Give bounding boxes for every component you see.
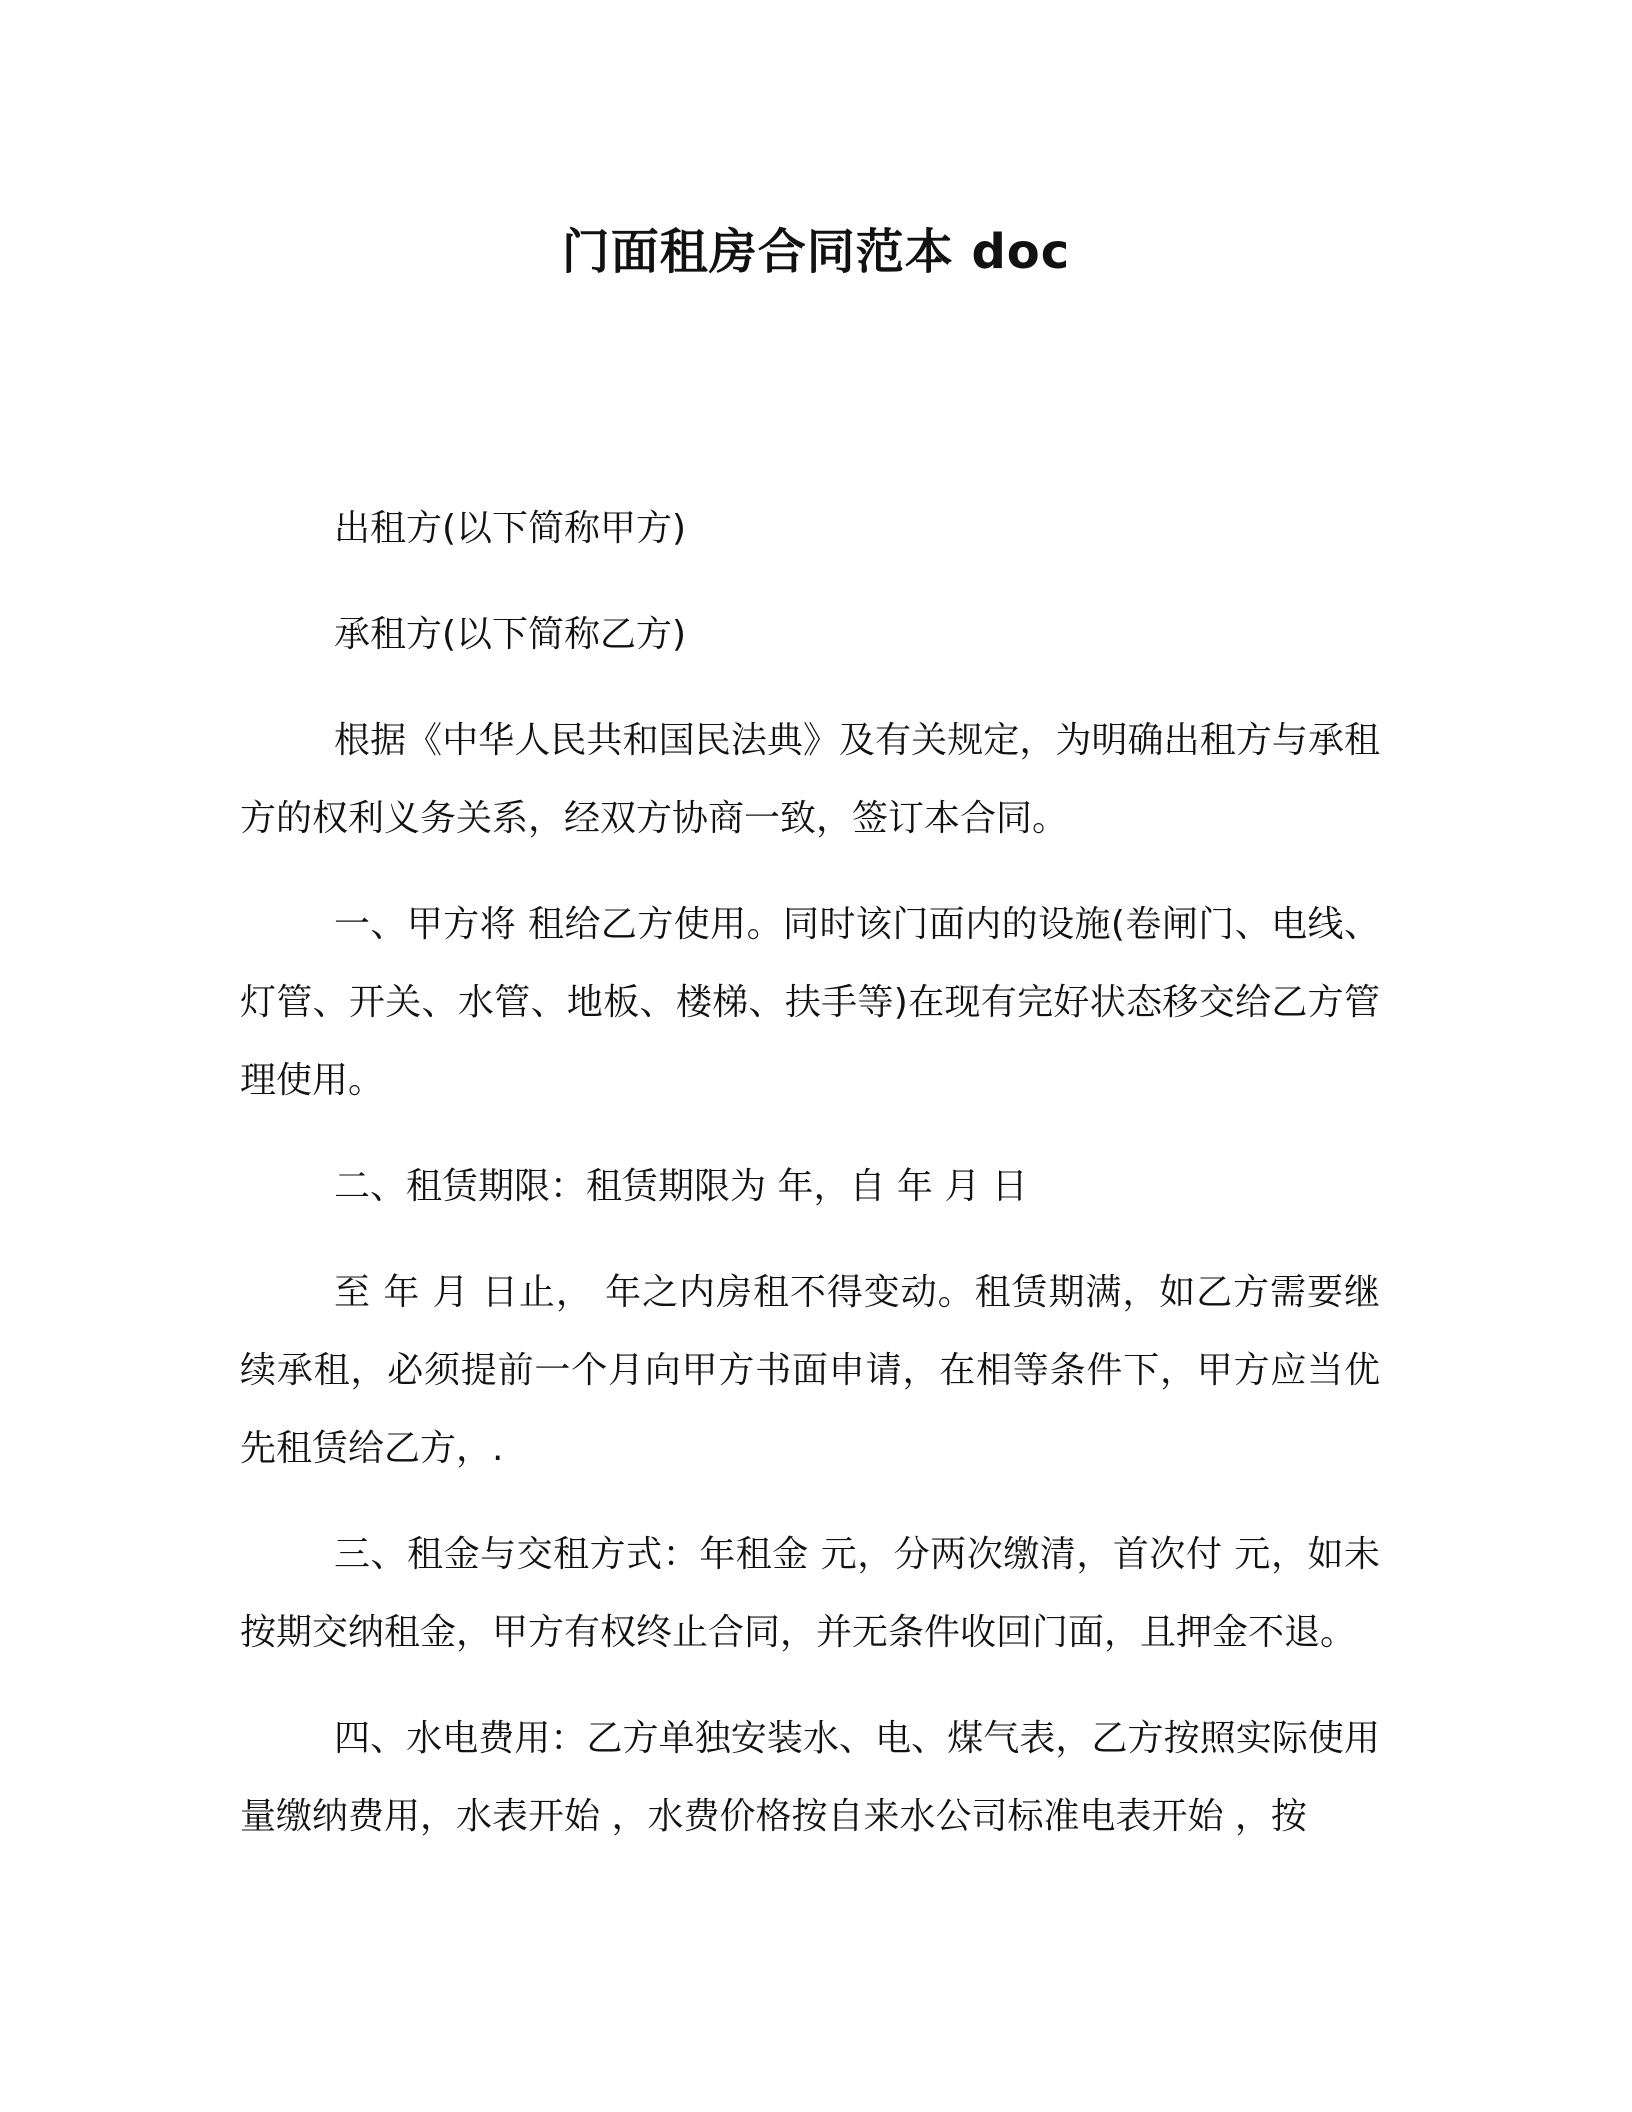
paragraph-clause-2-start: 二、租赁期限：租赁期限为 年，自 年 月 日 [334,1166,1028,1207]
paragraph-clause-4: 四、水电费用：乙方单独安装水、电、煤气表，乙方按照实际使用量缴纳费用，水表开始 ，水费价格按自来水公司标准电表开始 ，按 [240,1718,1380,1837]
paragraph-clause-1: 一、甲方将 租给乙方使用。同时该门面内的设施(卷闸门、电线、灯管、开关、水管、地板、楼梯、扶手等)在现有完好状态移交给乙方管理使用。 [240,904,1380,1101]
paragraph-lessee: 承租方(以下简称乙方) [334,614,687,655]
document-title: 门面租房合同范本 doc [561,224,1071,280]
document-body [240,490,1380,1884]
paragraph-clause-2-cont: 至 年 月 日止， 年之内房租不得变动。租赁期满，如乙方需要继续承租，必须提前一个月向甲方书面申请，在相等条件下，甲方应当优先租赁给乙方，. [240,1272,1380,1469]
paragraph-clause-3: 三、租金与交租方式：年租金 元，分两次缴清，首次付 元，如未按期交纳租金，甲方有权终止合同，并无条件收回门面，且押金不退。 [240,1534,1380,1653]
paragraph-preamble: 根据《中华人民共和国民法典》及有关规定，为明确出租方与承租方的权利义务关系，经双方协商一致，签订本合同。 [240,720,1380,839]
paragraph-lessor: 出租方(以下简称甲方) [334,508,687,549]
